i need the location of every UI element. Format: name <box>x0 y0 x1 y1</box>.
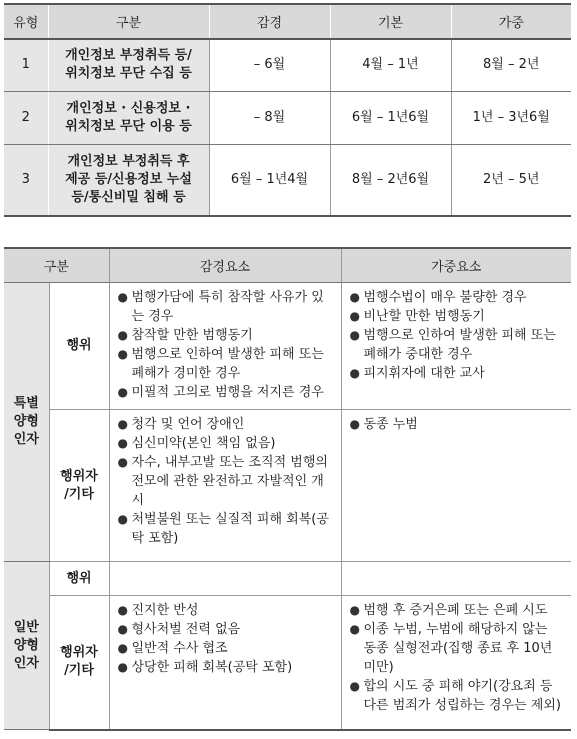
list-item: ● 비난할 만한 범행동기 <box>350 307 564 326</box>
reduced-cell: – 8월 <box>209 91 330 144</box>
category-cell <box>48 39 209 91</box>
subgroup-label-line: 행위 <box>66 338 92 353</box>
subgroup-label <box>49 562 109 596</box>
table-row <box>4 144 571 216</box>
factor-list <box>118 288 333 402</box>
sentencing-range-table <box>4 3 571 217</box>
category-line: 위치정보 무단 수집 등 <box>65 66 192 82</box>
table-row <box>4 562 571 596</box>
aggravating-cell <box>341 562 571 596</box>
factor-list <box>118 415 333 548</box>
mitigating-cell <box>109 596 341 730</box>
type-cell: 2 <box>4 91 48 144</box>
group-label-line: 인자 <box>13 655 39 671</box>
list-item: ● 자수, 내부고발 또는 조직적 범행의 전모에 관한 완전하고 자발적인 개시 <box>118 453 333 510</box>
aggravated-cell: 8월 – 2년 <box>451 39 571 91</box>
header-reduced: 감경 <box>209 4 330 39</box>
subgroup-label-line: 행위 <box>66 570 92 586</box>
group-label-line: 특별 <box>13 396 39 411</box>
group-label-general <box>4 562 49 730</box>
group-label-line: 양형 <box>13 637 39 653</box>
list-item: ● 일반적 수사 협조 <box>118 639 333 658</box>
aggravating-cell <box>341 283 571 410</box>
category-line: 개인정보 부정취득 등/ <box>65 48 192 64</box>
subgroup-label-line: /기타 <box>64 663 94 679</box>
table-row <box>4 410 571 562</box>
mitigating-cell <box>109 562 341 596</box>
category-line: 등/통신비밀 침해 등 <box>71 189 186 205</box>
category-cell <box>48 144 209 216</box>
basic-cell: 6월 – 1년6월 <box>330 91 451 144</box>
subgroup-label <box>49 596 109 730</box>
type-cell: 1 <box>4 39 48 91</box>
reduced-cell: 6월 – 1년4월 <box>209 144 330 216</box>
list-item: ● 합의 시도 중 피해 야기(강요죄 등 다른 범죄가 성립하는 경우는 제외) <box>350 677 564 715</box>
group-label-line: 양형 <box>13 414 39 429</box>
header-basic: 기본 <box>330 4 451 39</box>
subgroup-label <box>49 283 109 410</box>
category-line: 개인정보 부정취득 후 <box>67 153 190 169</box>
factor-list <box>350 601 564 715</box>
group-label-line: 인자 <box>13 432 39 447</box>
header-category: 구분 <box>48 4 209 39</box>
header-category: 구분 <box>4 248 109 283</box>
list-item: ● 범행가담에 특히 참작할 사유가 있는 경우 <box>118 288 333 326</box>
list-item: ● 피지휘자에 대한 교사 <box>350 364 564 383</box>
table-row <box>4 91 571 144</box>
table-header-row <box>4 4 571 39</box>
list-item: ● 심신미약(본인 책임 없음) <box>118 434 333 453</box>
sentencing-factors-table <box>4 247 571 731</box>
group-label-line: 일반 <box>13 619 39 635</box>
factor-list <box>350 415 564 434</box>
list-item: ● 범행수법이 매우 불량한 경우 <box>350 288 564 307</box>
list-item: ● 참작할 만한 범행동기 <box>118 326 333 345</box>
list-item: ● 상당한 피해 회복(공탁 포함) <box>118 658 333 677</box>
header-aggravating: 가중요소 <box>341 248 571 283</box>
mitigating-cell <box>109 283 341 410</box>
category-cell <box>48 91 209 144</box>
list-item: ● 청각 및 언어 장애인 <box>118 415 333 434</box>
table-row <box>4 596 571 730</box>
list-item: ● 형사처벌 전력 없음 <box>118 620 333 639</box>
list-item: ● 범행 후 증거은폐 또는 은폐 시도 <box>350 601 564 620</box>
basic-cell: 4월 – 1년 <box>330 39 451 91</box>
list-item: ● 이종 누범, 누범에 해당하지 않는 동종 실형전과(집행 종료 후 10년 미만) <box>350 620 564 677</box>
type-cell: 3 <box>4 144 48 216</box>
header-type: 유형 <box>4 4 48 39</box>
subgroup-label-line: /기타 <box>64 486 94 502</box>
list-item: ● 범행으로 인하여 발생한 피해 또는 폐해가 경미한 경우 <box>118 345 333 383</box>
aggravating-cell <box>341 410 571 562</box>
reduced-cell: – 6월 <box>209 39 330 91</box>
factor-list <box>118 601 333 677</box>
table-row <box>4 283 571 410</box>
aggravated-cell: 1년 – 3년6월 <box>451 91 571 144</box>
subgroup-label-line: 행위자 <box>60 645 98 661</box>
subgroup-label <box>49 410 109 562</box>
header-mitigating: 감경요소 <box>109 248 341 283</box>
aggravating-cell <box>341 596 571 730</box>
factor-list <box>350 288 564 383</box>
category-line: 위치정보 무단 이용 등 <box>65 118 192 134</box>
list-item: ● 미필적 고의로 범행을 저지른 경우 <box>118 383 333 402</box>
basic-cell: 8월 – 2년6월 <box>330 144 451 216</box>
list-item: ● 범행으로 인하여 발생한 피해 또는 폐해가 중대한 경우 <box>350 326 564 364</box>
group-label-special <box>4 283 49 562</box>
list-item: ● 진지한 반성 <box>118 601 333 620</box>
list-item: ● 처벌불원 또는 실질적 피해 회복(공탁 포함) <box>118 510 333 548</box>
header-aggravated: 가중 <box>451 4 571 39</box>
category-line: 제공 등/신용정보 누설 <box>65 171 192 187</box>
table-header-row <box>4 248 571 283</box>
list-item: ● 동종 누범 <box>350 415 564 434</box>
aggravated-cell: 2년 – 5년 <box>451 144 571 216</box>
subgroup-label-line: 행위자 <box>60 468 98 484</box>
category-line: 개인정보 · 신용정보 · <box>66 100 191 116</box>
table-row <box>4 39 571 91</box>
mitigating-cell <box>109 410 341 562</box>
